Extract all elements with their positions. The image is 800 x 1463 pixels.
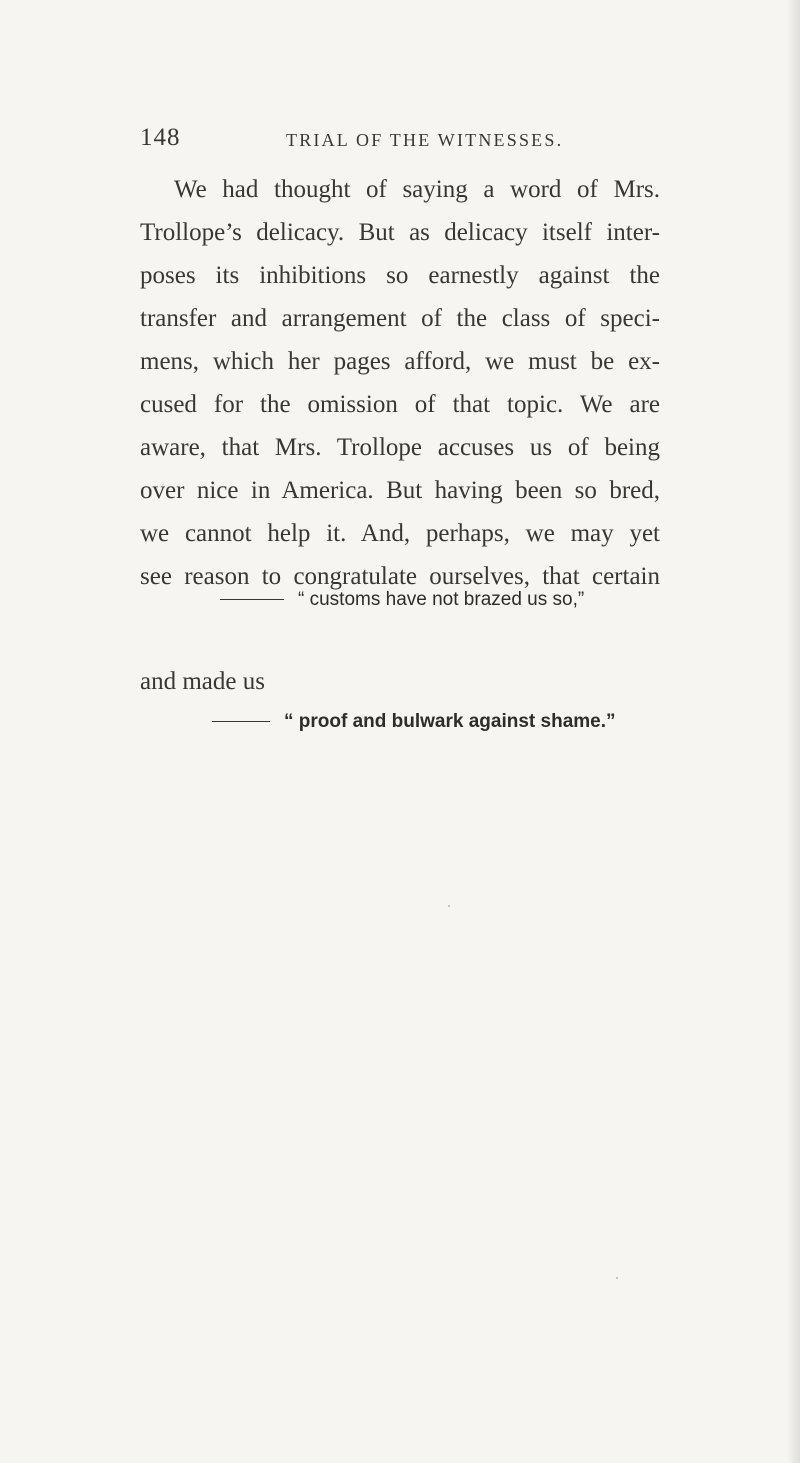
text-line: We had thought of saying a word of Mrs.: [174, 176, 660, 203]
running-head: [140, 124, 660, 160]
quotation-line-1: [220, 589, 584, 611]
text-line: mens, which her pages afford, we must be ex-: [140, 348, 660, 375]
quote-dash: [212, 721, 270, 722]
text-line: see reason to congratulate ourselves, that certain: [140, 563, 660, 590]
running-title: TRIAL OF THE WITNESSES.: [286, 130, 564, 150]
page-edge-shadow: [786, 0, 800, 1463]
paper-speck: [448, 905, 450, 907]
page-number: 148: [140, 124, 181, 151]
paper-speck: [616, 1277, 618, 1279]
text-line: we cannot help it. And, perhaps, we may yet: [140, 520, 660, 547]
text-line: poses its inhibitions so earnestly against the: [140, 262, 660, 289]
text-line: Trollope’s delicacy. But as delicacy itself inter-: [140, 219, 660, 246]
body-paragraph: [140, 168, 660, 598]
text-line: cused for the omission of that topic. We are: [140, 391, 660, 418]
quotation-line-2: [212, 711, 616, 733]
quotation-text: “ proof and bulwark against shame.”: [284, 711, 616, 732]
connector-text: and made us: [140, 668, 265, 695]
text-line: over nice in America. But having been so bred,: [140, 477, 660, 504]
text-line: transfer and arrangement of the class of speci-: [140, 305, 660, 332]
quote-dash: [220, 599, 284, 600]
quotation-text: “ customs have not brazed us so,”: [298, 589, 585, 610]
text-line: aware, that Mrs. Trollope accuses us of being: [140, 434, 660, 461]
